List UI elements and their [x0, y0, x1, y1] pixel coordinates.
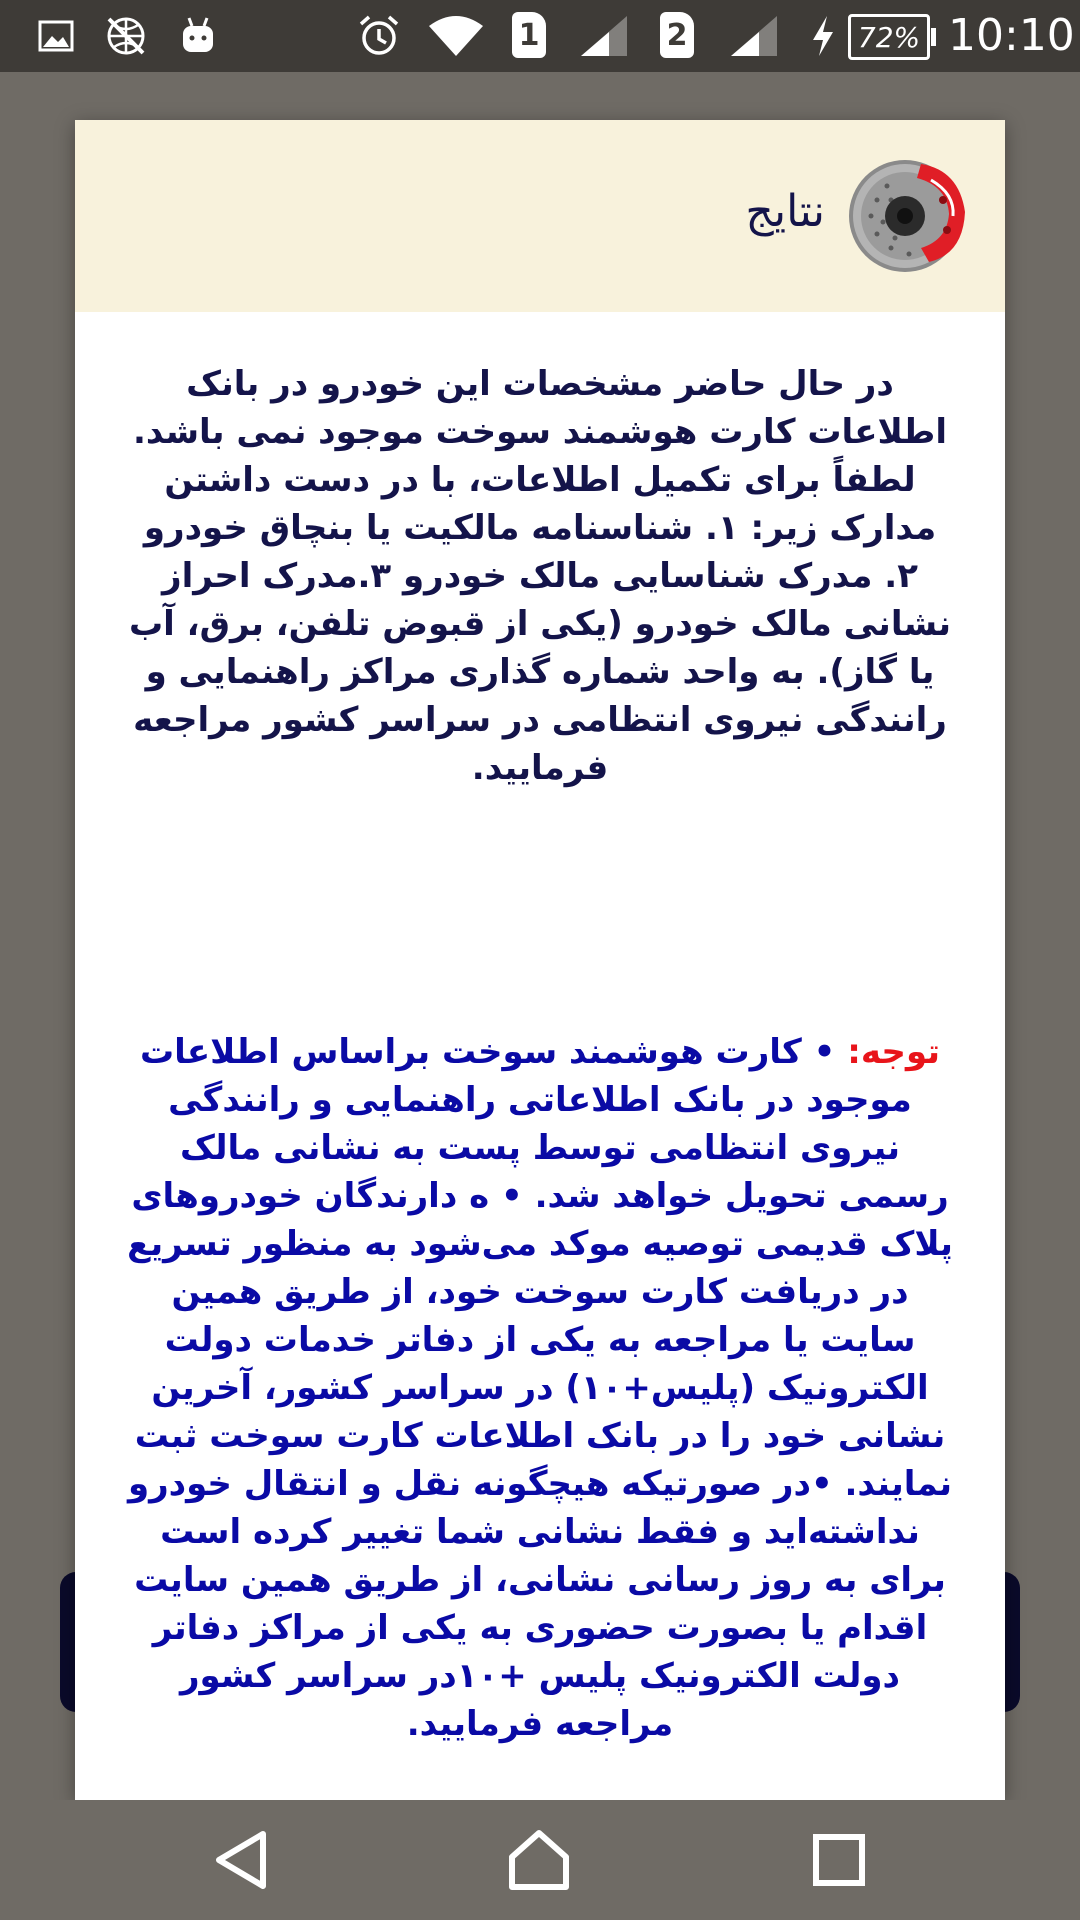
navigation-bar — [0, 1800, 1080, 1920]
brake-disc-icon — [847, 150, 973, 276]
recents-icon — [811, 1832, 867, 1888]
battery-indicator: 72% — [848, 14, 930, 60]
dialog-header — [75, 120, 1005, 312]
back-icon — [211, 1828, 271, 1892]
alarm-icon — [356, 14, 402, 58]
note-block — [119, 1028, 961, 1748]
wifi-icon — [426, 14, 486, 58]
home-button[interactable] — [494, 1820, 584, 1900]
sim1-badge: 1 — [512, 12, 546, 58]
sim2-badge: 2 — [660, 12, 694, 58]
signal-icon — [728, 14, 780, 58]
note-label: توجه: — [847, 1032, 941, 1072]
back-button[interactable] — [196, 1820, 286, 1900]
dialog-title: نتایج — [745, 186, 825, 237]
charging-icon — [808, 14, 838, 58]
data-off-icon — [102, 14, 150, 58]
note-text: • کارت هوشمند سوخت براساس اطلاعات موجود در بانک اطلاعاتی راهنمایی و رانندگی نیروی انتظامی توسط پست به نشانی مالک رسمی تحویل خواهد شد. • ه دارندگان خودروهای پلاک قدیمی توصیه موکد می‌شود به منظور تسریع در دریافت کارت سوخت خود، از طریق همین سایت یا مراجعه به یکی از دفاتر خدمات دولت الکترونیک (پلیس+۱۰) در سراسر کشور، آخرین نشانی خود را در بانک اطلاعات کارت سوخت ثبت نمایند. •در صورتیکه هیچگونه نقل و انتقال خودرو نداشته‌اید و فقط نشانی شما تغییر کرده است برای به روز رسانی نشانی، از طریق همین سایت اقدام یا بصورت حضوری به یکی از مراکز دفاتر دولت الکترونیک پلیس +۱۰در سراسر کشور مراجعه فرمایید. — [127, 1032, 953, 1744]
recents-button[interactable] — [794, 1820, 884, 1900]
results-dialog — [75, 120, 1005, 1800]
home-icon — [506, 1827, 572, 1893]
result-message: در حال حاضر مشخصات این خودرو در بانک اطلاعات کارت هوشمند سوخت موجود نمی باشد. لطفاً برای تکمیل اطلاعات، با در دست داشتن مدارک زیر: ۱. شناسنامه مالکیت یا بنچاق خودرو ۲. مدرک شناسایی مالک خودرو ۳.مدرک احراز نشانی مالک خودرو (یکی از قبوض تلفن، برق، آب یا گاز). به واحد شماره گذاری مراکز راهنمایی و رانندگی نیروی انتظامی در سراسر کشور مراجعه فرمایید. — [129, 364, 951, 788]
android-icon — [178, 14, 218, 58]
image-icon — [36, 14, 76, 58]
clock: 10:10 — [948, 10, 1075, 61]
signal-icon — [578, 14, 630, 58]
status-bar — [0, 0, 1080, 72]
